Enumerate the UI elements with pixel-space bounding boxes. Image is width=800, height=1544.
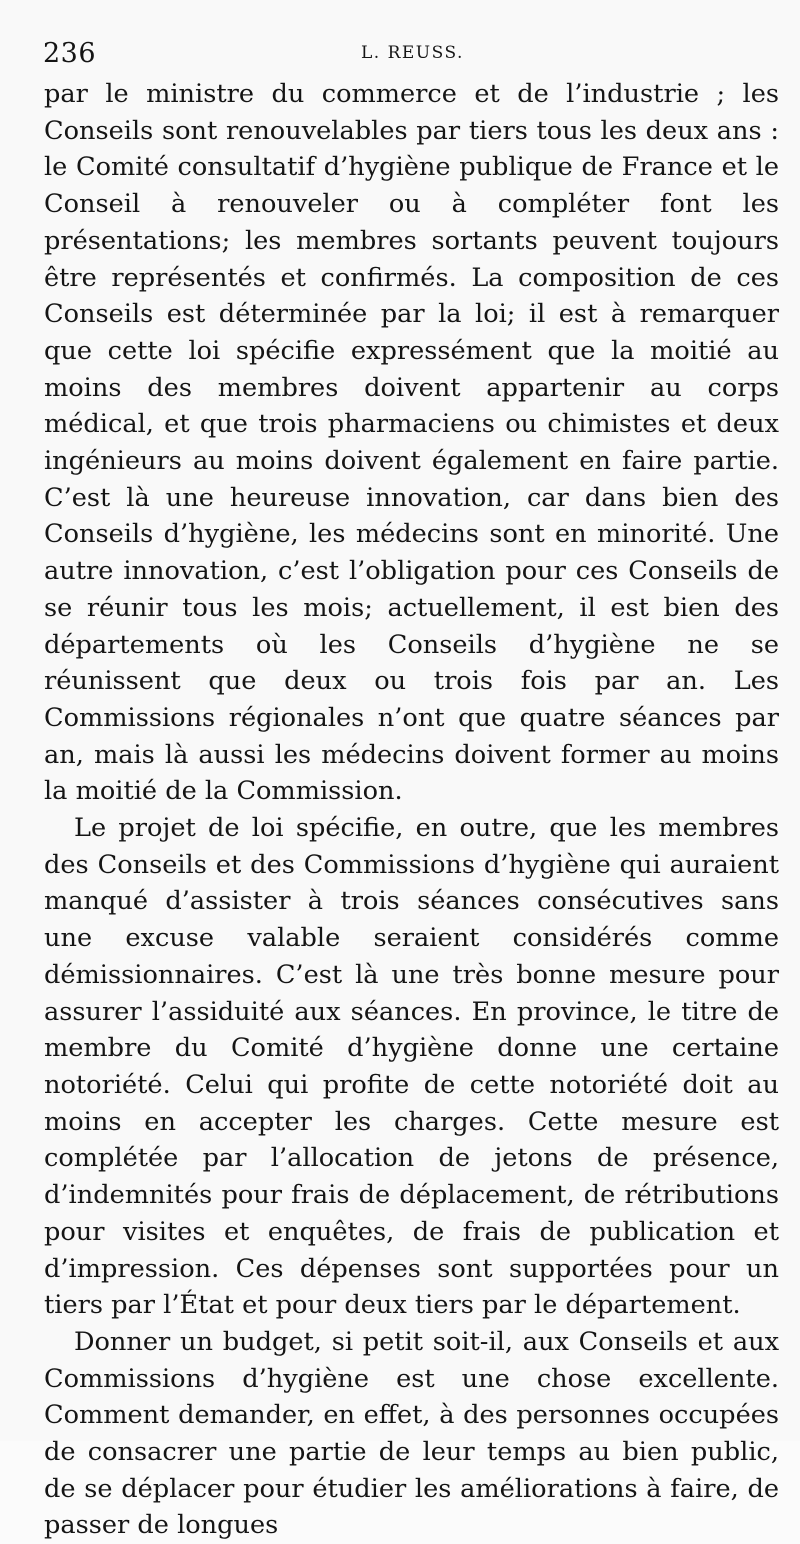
paragraph-3: Donner un budget, si petit soit-il, aux Conseils et aux Commissions d’hygiène est une chose excellente. Comment demander, en effet, à des personnes occupées de consacrer une partie de leur temps au bien public, de se déplacer pour étudier les améliorations à faire, de passer de longues [44, 1326, 779, 1541]
running-head [43, 38, 783, 74]
body-text [44, 76, 779, 1544]
paragraph-2: Le projet de loi spécifie, en outre, que les membres des Conseils et des Commissions d’hygiène qui auraient manqué d’assister à trois séances consécutives sans une excuse valable seraient considérés comme démissionnaires. C’est là une très bonne mesure pour assurer l’assiduité aux séances. En province, le titre de membre du Comité d’hygiène donne une certaine notoriété. Celui qui profite de cette notoriété doit au moins en accepter les charges. Cette mesure est complétée par l’allocation de jetons de présence, d’indemnités pour frais de déplacement, de rétributions pour visites et enquêtes, de frais de publication et d’impression. Ces dépenses sont supportées pour un tiers par l’État et pour deux tiers par le département. [44, 813, 779, 1321]
page-number: 236 [43, 38, 97, 69]
paragraph-1: par le ministre du commerce et de l’industrie ; les Conseils sont renouvelables par tiers tous les deux ans : le Comité consultatif d’hygiène publique de France et le Conseil à renouveler ou à compléter font les présentations; les membres sortants peuvent toujours être représentés et confirmés. La composition de ces Conseils est déterminée par la loi; il est à remarquer que cette loi spécifie expressément que la moitié au moins des membres doivent appartenir au corps médical, et que trois pharmaciens ou chimistes et deux ingénieurs au moins doivent également en faire partie. C’est là une heureuse innovation, car dans bien des Conseils d’hygiène, les médecins sont en minorité. Une autre innovation, c’est l’obligation pour ces Conseils de se réunir tous les mois; actuellement, il est bien des départements où les Conseils d’hygiène ne se réunissent que deux ou trois fois par an. Les Commissions régionales n’ont que quatre séances par an, mais là aussi les médecins doivent former au moins la moitié de la Commission. [44, 79, 779, 807]
running-head-author: L. REUSS. [361, 43, 464, 63]
